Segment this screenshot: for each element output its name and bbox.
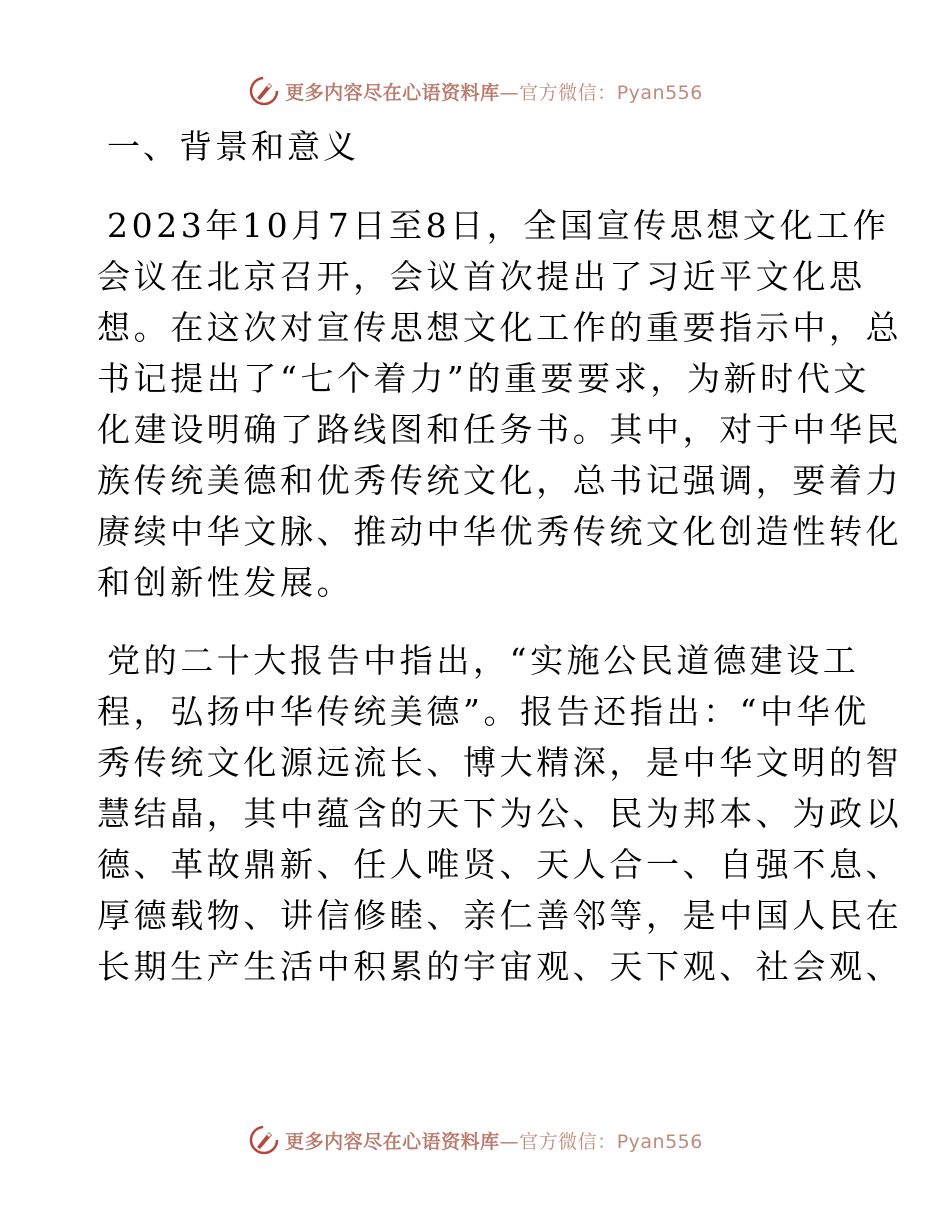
banner-wechat-id: Pyan556 xyxy=(616,81,703,104)
paragraph-2 xyxy=(97,635,903,992)
paragraph-line: 和创新性发展。 xyxy=(97,563,354,602)
banner-main-text: 更多内容尽在心语资料库 xyxy=(285,81,500,104)
pen-nib-logo-icon xyxy=(247,1123,281,1157)
paragraph-line: 慧结晶，其中蕴含的天下为公、民为邦本、为政以 xyxy=(97,794,903,833)
paragraph-line: 书记提出了“七个着力”的重要要求，为新时代文 xyxy=(97,359,870,398)
paragraph-line: 想。在这次对宣传思想文化工作的重要指示中，总 xyxy=(97,308,903,347)
paragraph-line: 赓续中华文脉、推动中华优秀传统文化创造性转化 xyxy=(97,512,903,551)
paragraph-line: 族传统美德和优秀传统文化，总书记强调，要着力 xyxy=(97,461,903,500)
paragraph-line: 2023年10月7日至8日，全国宣传思想文化工作 xyxy=(107,206,890,245)
footer-watermark-text xyxy=(285,1127,703,1154)
section-heading: 一、背景和意义 xyxy=(107,127,359,166)
header-watermark-banner xyxy=(0,71,950,111)
banner-separator: — xyxy=(499,1130,520,1153)
paragraph-line: 厚德载物、讲信修睦、亲仁善邻等，是中国人民在 xyxy=(97,896,903,935)
banner-wechat-label: 官方微信： xyxy=(519,81,617,104)
pen-nib-logo-icon xyxy=(247,74,281,108)
header-watermark-text xyxy=(285,78,703,105)
banner-separator: — xyxy=(499,81,520,104)
paragraph-line: 化建设明确了路线图和任务书。其中，对于中华民 xyxy=(97,410,903,449)
paragraph-line: 程，弘扬中华传统美德”。报告还指出：“中华优 xyxy=(97,692,870,731)
paragraph-line: 长期生产生活中积累的宇宙观、天下观、社会观、 xyxy=(97,947,903,986)
banner-main-text: 更多内容尽在心语资料库 xyxy=(285,1130,500,1153)
paragraph-line: 党的二十大报告中指出，“实施公民道德建设工 xyxy=(107,641,860,680)
paragraph-line: 德、革故鼎新、任人唯贤、天人合一、自强不息、 xyxy=(97,845,903,884)
paragraph-line: 秀传统文化源远流长、博大精深，是中华文明的智 xyxy=(97,743,903,782)
paragraph-line: 会议在北京召开，会议首次提出了习近平文化思 xyxy=(97,257,866,296)
banner-wechat-label: 官方微信： xyxy=(519,1130,617,1153)
document-body xyxy=(97,123,903,992)
footer-watermark-banner xyxy=(0,1120,950,1160)
banner-wechat-id: Pyan556 xyxy=(616,1130,703,1153)
paragraph-1 xyxy=(97,200,903,608)
